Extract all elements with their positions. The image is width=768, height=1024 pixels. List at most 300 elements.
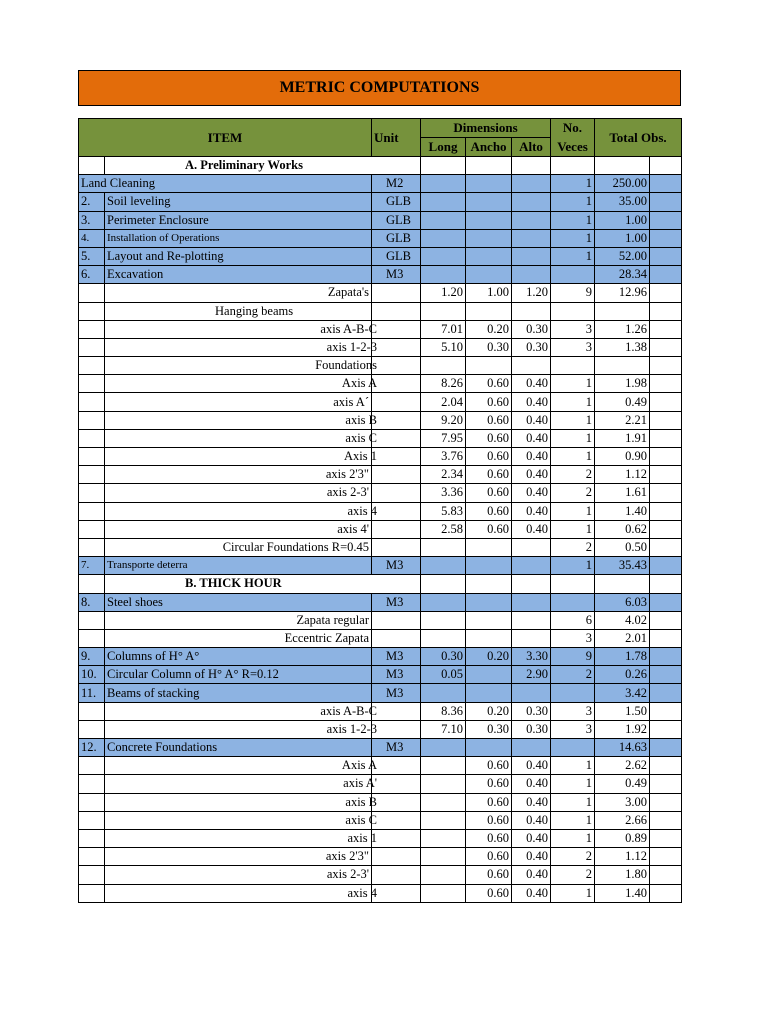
detail-description: axis B <box>111 411 378 429</box>
item-description: Beams of stacking <box>105 684 372 702</box>
item-description: Layout and Re-plotting <box>105 247 372 265</box>
detail-row <box>79 538 682 556</box>
detail-long <box>421 757 466 775</box>
empty-cell <box>466 157 512 175</box>
item-veces <box>551 266 595 284</box>
detail-description: axis B <box>111 793 378 811</box>
detail-total <box>595 357 650 375</box>
detail-unit <box>372 502 421 520</box>
detail-alto: 0.40 <box>512 520 551 538</box>
detail-row <box>79 611 682 629</box>
item-ancho <box>466 739 512 757</box>
detail-description: axis A-B-C <box>111 702 378 720</box>
detail-number-cell <box>79 429 105 447</box>
detail-long: 8.26 <box>421 375 466 393</box>
item-total: 14.63 <box>595 739 650 757</box>
item-long <box>421 211 466 229</box>
detail-number-cell <box>79 357 105 375</box>
item-alto <box>512 593 551 611</box>
item-total: 52.00 <box>595 247 650 265</box>
detail-description: Foundations <box>111 357 378 375</box>
detail-number-cell <box>79 484 105 502</box>
item-alto: 2.90 <box>512 666 551 684</box>
item-veces <box>551 739 595 757</box>
detail-unit <box>372 429 421 447</box>
empty-cell <box>421 575 466 593</box>
item-unit: M3 <box>372 666 421 684</box>
item-ancho <box>466 247 512 265</box>
section-row <box>79 157 682 175</box>
detail-veces: 2 <box>551 848 595 866</box>
item-description: Concrete Foundations <box>105 739 372 757</box>
item-obs <box>650 684 682 702</box>
detail-description: Circular Foundations R=0.45 <box>105 538 372 556</box>
detail-ancho: 0.60 <box>466 484 512 502</box>
detail-number-cell <box>79 720 105 738</box>
item-long: 0.30 <box>421 648 466 666</box>
detail-row <box>79 284 682 302</box>
detail-number-cell <box>79 848 105 866</box>
detail-row <box>79 848 682 866</box>
detail-long: 7.10 <box>421 720 466 738</box>
detail-ancho <box>466 538 512 556</box>
item-unit: M3 <box>372 557 421 575</box>
detail-row <box>79 338 682 356</box>
detail-number-cell <box>79 284 105 302</box>
detail-total: 2.21 <box>595 411 650 429</box>
header-total-obs <box>595 119 682 157</box>
item-row <box>79 175 682 193</box>
detail-obs <box>650 502 682 520</box>
detail-description: Axis A <box>111 375 378 393</box>
detail-total: 0.50 <box>595 538 650 556</box>
empty-cell <box>466 575 512 593</box>
item-alto <box>512 211 551 229</box>
item-number: 10. <box>79 666 105 684</box>
detail-number-cell <box>79 375 105 393</box>
item-ancho <box>466 593 512 611</box>
detail-number-cell <box>79 320 105 338</box>
item-veces: 1 <box>551 193 595 211</box>
detail-unit <box>372 629 421 647</box>
detail-row <box>79 320 682 338</box>
detail-unit <box>372 611 421 629</box>
detail-veces: 2 <box>551 466 595 484</box>
header-unit: Unit <box>372 119 421 157</box>
detail-ancho <box>466 629 512 647</box>
empty-cell <box>551 575 595 593</box>
detail-number-cell <box>79 829 105 847</box>
detail-description: axis 2'3" <box>105 848 372 866</box>
detail-row <box>79 484 682 502</box>
detail-ancho <box>466 357 512 375</box>
detail-total <box>595 302 650 320</box>
item-unit: GLB <box>372 229 421 247</box>
detail-long: 3.36 <box>421 484 466 502</box>
detail-number-cell <box>79 338 105 356</box>
detail-obs <box>650 429 682 447</box>
item-description: Steel shoes <box>105 593 372 611</box>
detail-alto: 0.30 <box>512 338 551 356</box>
item-long <box>421 593 466 611</box>
detail-obs <box>650 411 682 429</box>
detail-total: 1.80 <box>595 866 650 884</box>
section-row <box>79 575 682 593</box>
item-veces <box>551 593 595 611</box>
item-number: 3. <box>79 211 105 229</box>
item-long <box>421 193 466 211</box>
detail-unit <box>372 520 421 538</box>
item-description: Land Cleaning <box>79 175 372 193</box>
detail-number-cell <box>79 411 105 429</box>
detail-long <box>421 811 466 829</box>
empty-cell <box>551 157 595 175</box>
header-long: Long <box>421 138 466 157</box>
detail-long: 7.01 <box>421 320 466 338</box>
item-ancho <box>466 666 512 684</box>
detail-unit <box>372 448 421 466</box>
detail-long <box>421 538 466 556</box>
detail-ancho: 0.60 <box>466 466 512 484</box>
detail-ancho: 0.60 <box>466 848 512 866</box>
detail-veces <box>551 302 595 320</box>
detail-veces: 1 <box>551 884 595 902</box>
item-long <box>421 175 466 193</box>
detail-long <box>421 629 466 647</box>
item-unit: M2 <box>372 175 421 193</box>
detail-number-cell <box>79 448 105 466</box>
item-row <box>79 211 682 229</box>
item-row <box>79 229 682 247</box>
detail-alto: 0.40 <box>512 375 551 393</box>
detail-ancho: 0.60 <box>466 775 512 793</box>
detail-ancho <box>466 611 512 629</box>
empty-cell <box>512 575 551 593</box>
detail-total: 3.00 <box>595 793 650 811</box>
item-alto <box>512 739 551 757</box>
detail-ancho: 0.60 <box>466 757 512 775</box>
detail-description: Axis A <box>111 757 378 775</box>
empty-cell <box>595 157 650 175</box>
empty-cell <box>650 157 682 175</box>
detail-row <box>79 629 682 647</box>
detail-total: 1.26 <box>595 320 650 338</box>
detail-number-cell <box>79 393 105 411</box>
detail-description: axis 1-2-3 <box>111 338 378 356</box>
item-total: 6.03 <box>595 593 650 611</box>
item-veces: 1 <box>551 229 595 247</box>
detail-number-cell <box>79 775 105 793</box>
detail-ancho: 0.20 <box>466 702 512 720</box>
detail-alto: 0.30 <box>512 702 551 720</box>
detail-unit <box>372 357 421 375</box>
item-alto <box>512 557 551 575</box>
detail-total: 1.61 <box>595 484 650 502</box>
detail-description: axis 1 <box>111 829 378 847</box>
detail-ancho: 1.00 <box>466 284 512 302</box>
item-unit: M3 <box>372 593 421 611</box>
detail-unit <box>372 393 421 411</box>
detail-obs <box>650 393 682 411</box>
detail-number-cell <box>79 757 105 775</box>
detail-long: 8.36 <box>421 702 466 720</box>
detail-veces: 2 <box>551 866 595 884</box>
item-row <box>79 266 682 284</box>
item-number: 12. <box>79 739 105 757</box>
item-total: 35.00 <box>595 193 650 211</box>
detail-alto: 0.30 <box>512 720 551 738</box>
detail-alto <box>512 538 551 556</box>
detail-veces: 1 <box>551 429 595 447</box>
item-ancho <box>466 211 512 229</box>
detail-long: 5.10 <box>421 338 466 356</box>
detail-obs <box>650 357 682 375</box>
header-veces: Veces <box>551 138 595 157</box>
header-item: ITEM <box>79 119 372 157</box>
item-alto <box>512 229 551 247</box>
item-row <box>79 739 682 757</box>
detail-alto <box>512 611 551 629</box>
detail-total: 1.40 <box>595 884 650 902</box>
detail-ancho: 0.20 <box>466 320 512 338</box>
empty-cell <box>650 575 682 593</box>
item-obs <box>650 593 682 611</box>
detail-unit <box>372 848 421 866</box>
item-description: Excavation <box>105 266 372 284</box>
detail-obs <box>650 629 682 647</box>
item-row <box>79 666 682 684</box>
detail-number-cell <box>79 302 105 320</box>
detail-total: 1.12 <box>595 466 650 484</box>
detail-veces: 3 <box>551 320 595 338</box>
detail-obs <box>650 520 682 538</box>
item-number: 5. <box>79 247 105 265</box>
item-number: 2. <box>79 193 105 211</box>
item-veces: 9 <box>551 648 595 666</box>
detail-ancho: 0.60 <box>466 502 512 520</box>
item-description: Transporte deterra <box>105 557 372 575</box>
detail-alto: 0.40 <box>512 848 551 866</box>
detail-total: 0.49 <box>595 393 650 411</box>
detail-row <box>79 702 682 720</box>
item-long <box>421 739 466 757</box>
detail-obs <box>650 720 682 738</box>
detail-unit <box>372 775 421 793</box>
detail-row <box>79 411 682 429</box>
empty-cell <box>512 157 551 175</box>
detail-veces: 2 <box>551 538 595 556</box>
detail-number-cell <box>79 793 105 811</box>
item-alto <box>512 266 551 284</box>
header-no: No. <box>551 119 595 138</box>
item-number: 6. <box>79 266 105 284</box>
item-total: 1.00 <box>595 211 650 229</box>
item-unit: GLB <box>372 193 421 211</box>
detail-total: 1.40 <box>595 502 650 520</box>
item-obs <box>650 193 682 211</box>
detail-long: 3.76 <box>421 448 466 466</box>
detail-obs <box>650 320 682 338</box>
detail-unit <box>372 538 421 556</box>
detail-obs <box>650 611 682 629</box>
detail-obs <box>650 338 682 356</box>
detail-obs <box>650 284 682 302</box>
item-long <box>421 684 466 702</box>
detail-alto: 0.40 <box>512 411 551 429</box>
detail-row <box>79 757 682 775</box>
item-ancho <box>466 684 512 702</box>
detail-veces: 1 <box>551 411 595 429</box>
header-dimensions: Dimensions <box>421 119 551 138</box>
detail-long <box>421 775 466 793</box>
detail-ancho: 0.60 <box>466 411 512 429</box>
header-total: Total <box>609 129 638 145</box>
item-obs <box>650 648 682 666</box>
detail-alto: 0.40 <box>512 866 551 884</box>
detail-number-cell <box>79 466 105 484</box>
detail-description: axis 4 <box>111 502 378 520</box>
item-unit: GLB <box>372 211 421 229</box>
section-number-cell <box>79 157 105 175</box>
item-number: 7. <box>79 557 105 575</box>
detail-unit <box>372 284 421 302</box>
item-obs <box>650 739 682 757</box>
detail-row <box>79 429 682 447</box>
detail-unit <box>372 320 421 338</box>
detail-obs <box>650 757 682 775</box>
detail-number-cell <box>79 811 105 829</box>
detail-veces: 1 <box>551 757 595 775</box>
detail-veces: 1 <box>551 375 595 393</box>
detail-total: 1.12 <box>595 848 650 866</box>
item-alto <box>512 193 551 211</box>
detail-description: Zapata regular <box>105 611 372 629</box>
detail-description: axis A' <box>111 775 378 793</box>
detail-alto: 0.40 <box>512 884 551 902</box>
detail-unit <box>372 411 421 429</box>
header-ancho: Ancho <box>466 138 512 157</box>
detail-description: axis A-B-C <box>111 320 378 338</box>
detail-long: 2.34 <box>421 466 466 484</box>
detail-total: 2.66 <box>595 811 650 829</box>
detail-total: 0.62 <box>595 520 650 538</box>
detail-description: Hanging beams <box>105 302 372 320</box>
detail-row <box>79 520 682 538</box>
detail-number-cell <box>79 611 105 629</box>
detail-total: 0.89 <box>595 829 650 847</box>
detail-number-cell <box>79 538 105 556</box>
detail-veces: 1 <box>551 811 595 829</box>
item-ancho: 0.20 <box>466 648 512 666</box>
item-description: Installation of Operations <box>105 229 372 247</box>
detail-unit <box>372 484 421 502</box>
item-unit: M3 <box>372 648 421 666</box>
detail-ancho: 0.60 <box>466 866 512 884</box>
detail-alto: 1.20 <box>512 284 551 302</box>
detail-obs <box>650 775 682 793</box>
detail-long: 9.20 <box>421 411 466 429</box>
metric-computations-table <box>78 118 682 903</box>
detail-row <box>79 448 682 466</box>
detail-veces <box>551 357 595 375</box>
detail-obs <box>650 884 682 902</box>
item-long <box>421 557 466 575</box>
detail-row <box>79 811 682 829</box>
detail-description: Eccentric Zapata <box>105 629 372 647</box>
detail-obs <box>650 866 682 884</box>
detail-total: 0.90 <box>595 448 650 466</box>
detail-ancho: 0.60 <box>466 393 512 411</box>
detail-number-cell <box>79 866 105 884</box>
detail-veces: 1 <box>551 829 595 847</box>
item-number: 11. <box>79 684 105 702</box>
detail-alto: 0.40 <box>512 829 551 847</box>
detail-obs <box>650 811 682 829</box>
detail-total: 1.38 <box>595 338 650 356</box>
detail-long <box>421 848 466 866</box>
detail-description: axis 4 <box>111 884 378 902</box>
item-number: 4. <box>79 229 105 247</box>
item-veces: 2 <box>551 666 595 684</box>
item-ancho <box>466 557 512 575</box>
detail-alto: 0.40 <box>512 429 551 447</box>
detail-number-cell <box>79 502 105 520</box>
item-obs <box>650 247 682 265</box>
detail-veces: 6 <box>551 611 595 629</box>
detail-obs <box>650 829 682 847</box>
detail-obs <box>650 375 682 393</box>
detail-alto <box>512 357 551 375</box>
detail-row <box>79 884 682 902</box>
item-alto: 3.30 <box>512 648 551 666</box>
detail-ancho: 0.60 <box>466 884 512 902</box>
detail-alto: 0.40 <box>512 757 551 775</box>
header-obs: Obs. <box>641 129 667 145</box>
detail-unit <box>372 829 421 847</box>
detail-alto: 0.30 <box>512 320 551 338</box>
detail-unit <box>372 466 421 484</box>
section-title: B. THICK HOUR <box>105 575 421 593</box>
detail-veces: 1 <box>551 448 595 466</box>
item-description: Columns of H° A° <box>105 648 372 666</box>
item-unit: M3 <box>372 684 421 702</box>
detail-description: axis A´ <box>105 393 372 411</box>
item-row <box>79 593 682 611</box>
detail-ancho: 0.60 <box>466 375 512 393</box>
detail-obs <box>650 302 682 320</box>
detail-alto: 0.40 <box>512 775 551 793</box>
detail-total: 2.01 <box>595 629 650 647</box>
detail-long <box>421 302 466 320</box>
item-description: Circular Column of H° A° R=0.12 <box>105 666 372 684</box>
detail-veces: 3 <box>551 338 595 356</box>
detail-alto: 0.40 <box>512 793 551 811</box>
detail-veces: 1 <box>551 502 595 520</box>
detail-obs <box>650 848 682 866</box>
detail-ancho: 0.60 <box>466 793 512 811</box>
detail-description: axis 2'3" <box>105 466 372 484</box>
item-veces: 1 <box>551 557 595 575</box>
empty-cell <box>595 575 650 593</box>
item-veces <box>551 684 595 702</box>
section-number-cell <box>79 575 105 593</box>
detail-total: 1.98 <box>595 375 650 393</box>
detail-ancho: 0.30 <box>466 338 512 356</box>
detail-unit <box>372 884 421 902</box>
detail-long: 2.58 <box>421 520 466 538</box>
detail-total: 1.50 <box>595 702 650 720</box>
detail-alto: 0.40 <box>512 466 551 484</box>
